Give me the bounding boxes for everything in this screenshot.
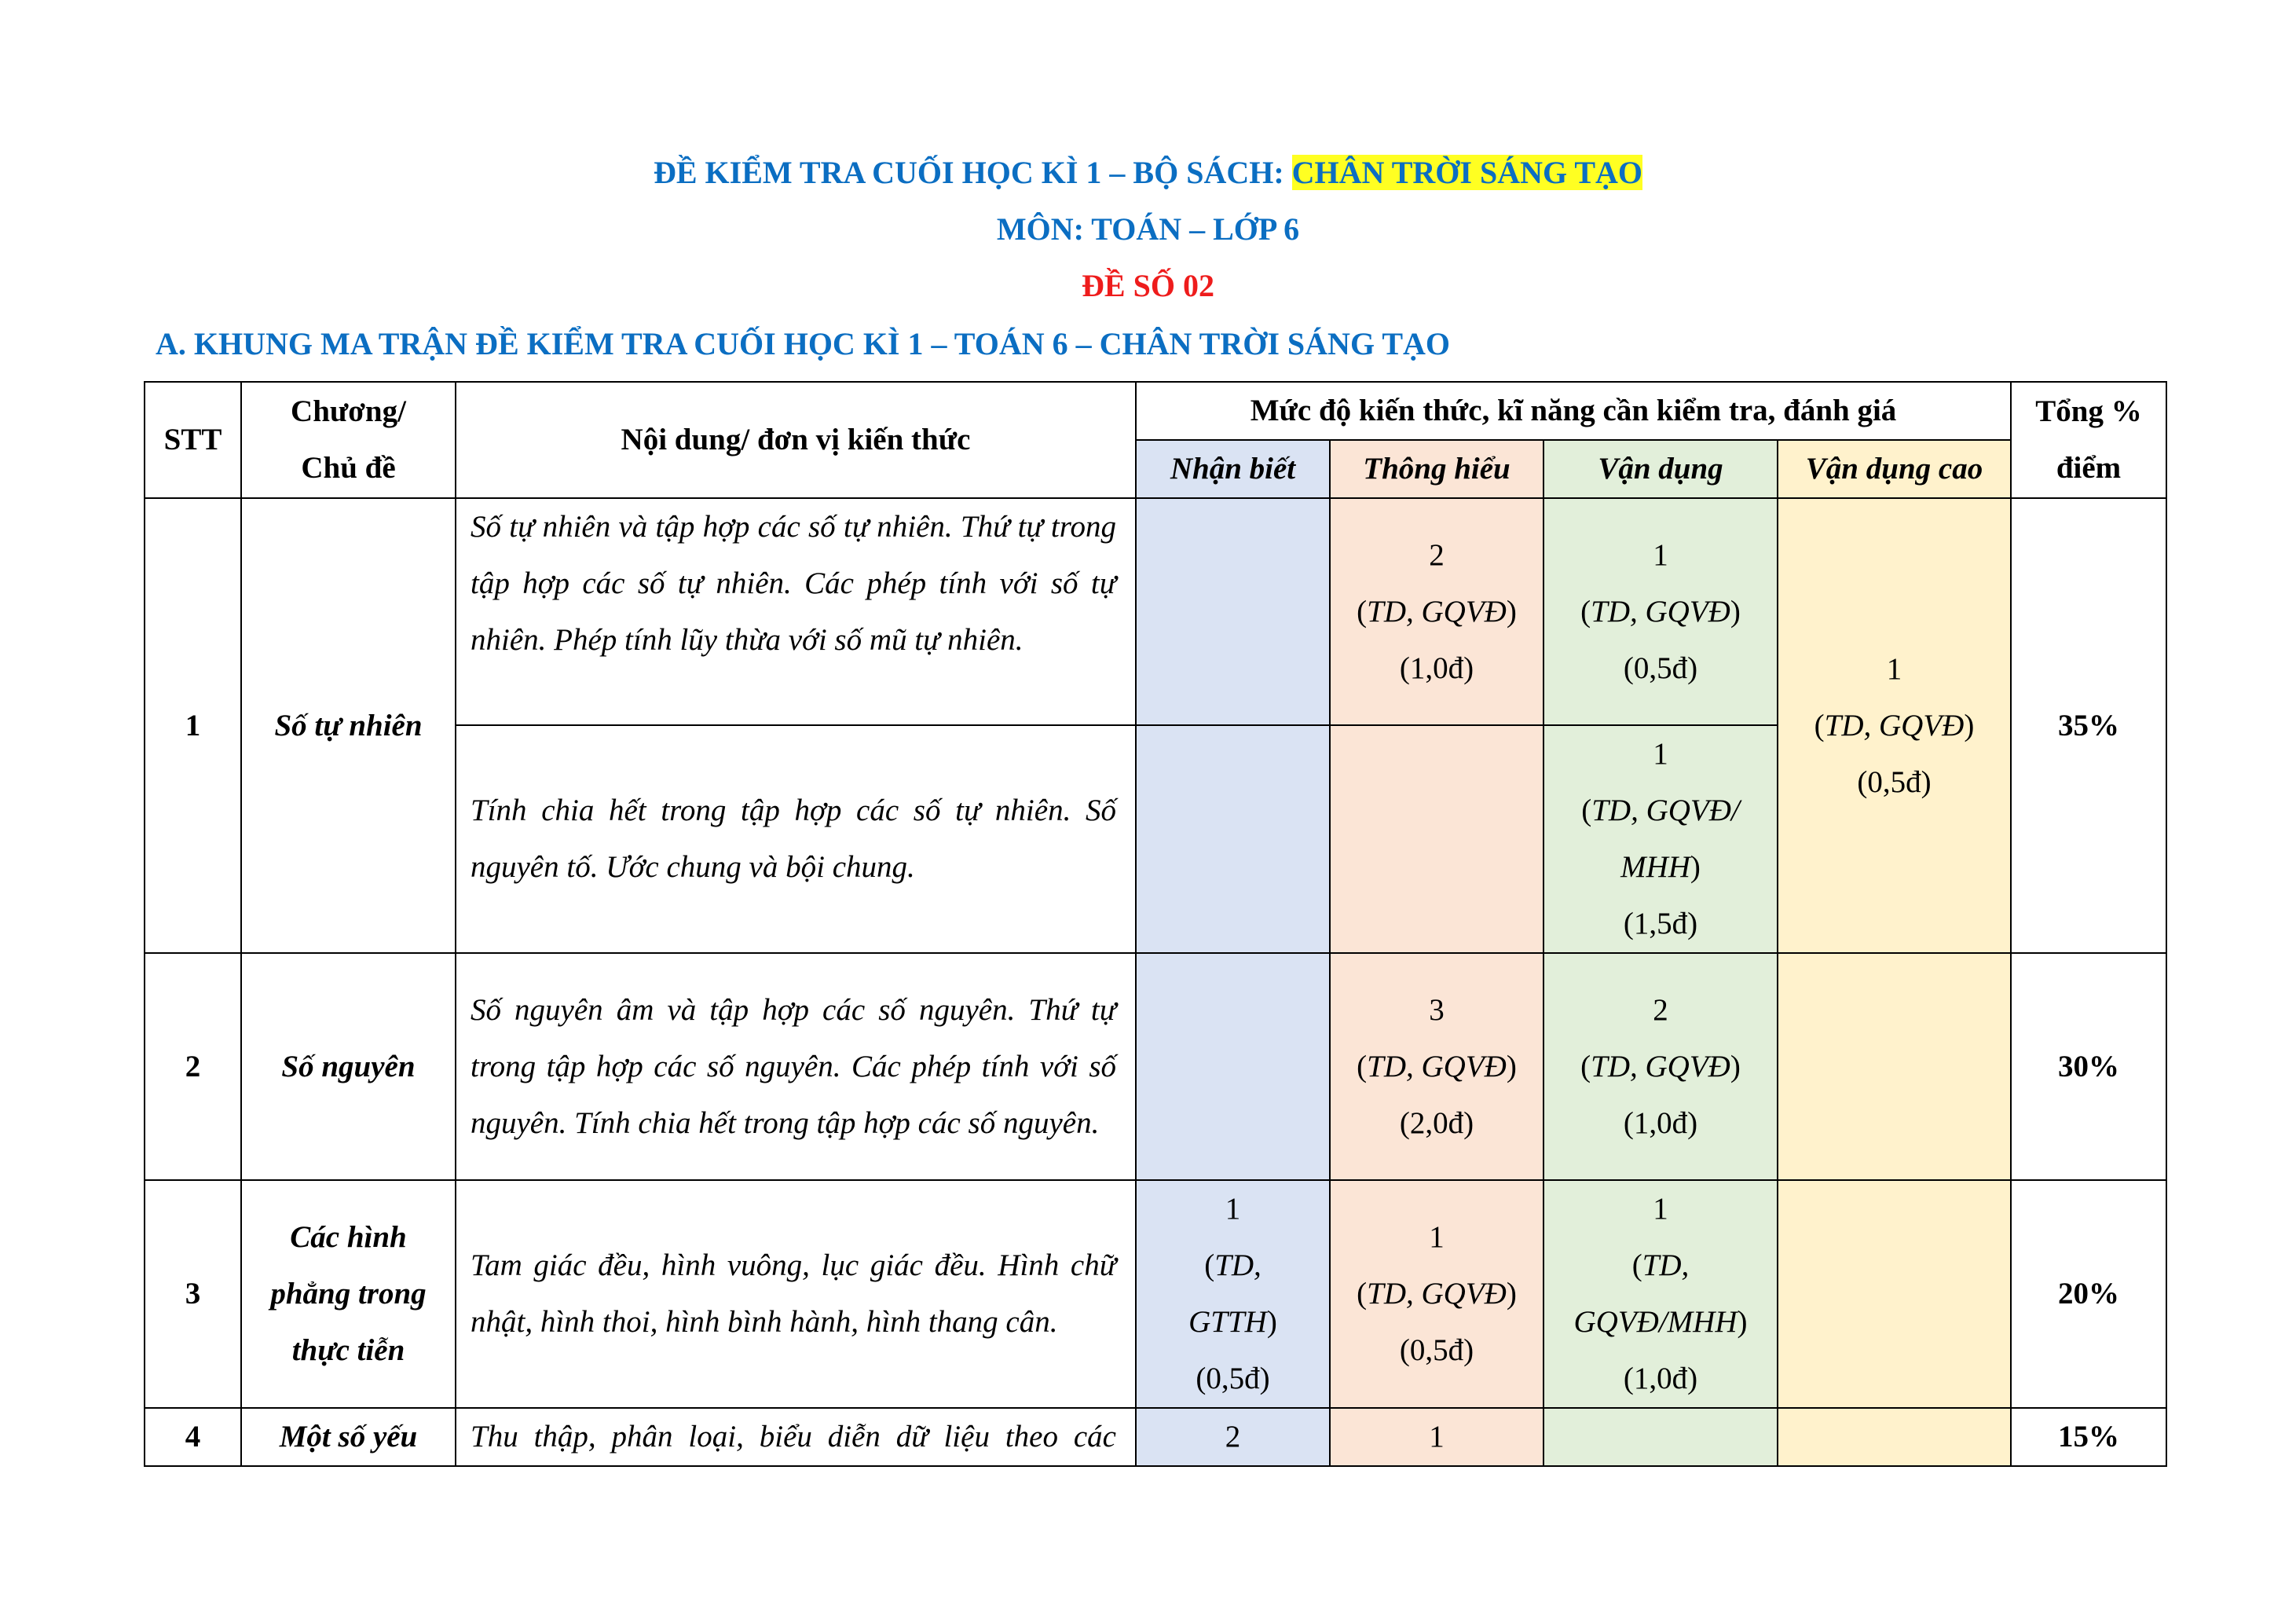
level-cell-line: GQVĐ/MHH) xyxy=(1573,1305,1748,1339)
row-3-van-dung xyxy=(1543,1180,1778,1408)
table-row xyxy=(145,1408,2166,1466)
row-1-van-dung-cao xyxy=(1778,498,2011,953)
row-4-van-dung-cao xyxy=(1778,1408,2011,1466)
header-van-dung-cao: Vận dụng cao xyxy=(1778,440,2011,498)
level-cell-line: (1,0đ) xyxy=(1399,651,1474,685)
row-2-stt: 2 xyxy=(145,953,241,1180)
level-cell-line: (0,5đ) xyxy=(1196,1362,1270,1395)
row-2-thong-hieu xyxy=(1330,953,1543,1180)
level-cell-line: (1,0đ) xyxy=(1623,1362,1698,1395)
header-tong-line2: điểm xyxy=(2056,451,2122,485)
header-row-1 xyxy=(145,382,2166,440)
level-cell-line: (2,0đ) xyxy=(1399,1105,1474,1140)
row-1-unit-2-thong-hieu xyxy=(1330,725,1543,953)
row-4-noi-dung: Thu thập, phân loại, biểu diễn dữ liệu theo các xyxy=(456,1408,1136,1466)
level-cell-line: 2 xyxy=(1653,992,1668,1027)
row-1-unit-1-van-dung xyxy=(1543,498,1778,725)
header-muc-do: Mức độ kiến thức, kĩ năng cần kiểm tra, đánh giá xyxy=(1136,382,2011,440)
level-cell-line: (0,5đ) xyxy=(1857,764,1932,799)
header-tong-diem xyxy=(2011,382,2166,498)
table-row xyxy=(145,953,2166,1180)
header-stt: STT xyxy=(145,382,241,498)
level-cell-line: 1 xyxy=(1886,651,1902,686)
row-4-chu-de: Một số yếu xyxy=(241,1408,456,1466)
row-4-van-dung xyxy=(1543,1408,1778,1466)
level-cell-line: 1 xyxy=(1429,1420,1445,1454)
row-3-noi-dung: Tam giác đều, hình vuông, lục giác đều. Hình chữ nhật, hình thoi, hình bình hành, hình thang cân. xyxy=(456,1180,1136,1408)
row-1-unit-2-nhan-biet xyxy=(1136,725,1330,953)
row-1-stt: 1 xyxy=(145,498,241,953)
level-cell-line: (TD, GQVĐ) xyxy=(1580,594,1741,629)
header-noi-dung: Nội dung/ đơn vị kiến thức xyxy=(456,382,1136,498)
row-2-van-dung-cao xyxy=(1778,953,2011,1180)
header-thong-hieu: Thông hiểu xyxy=(1330,440,1543,498)
row-4-stt: 4 xyxy=(145,1408,241,1466)
level-cell-line: 1 xyxy=(1653,1192,1668,1226)
header-chuong-chu-de xyxy=(241,382,456,498)
row-3-stt: 3 xyxy=(145,1180,241,1408)
row-1-tong: 35% xyxy=(2011,498,2166,953)
row-3-tong: 20% xyxy=(2011,1180,2166,1408)
row-2-noi-dung: Số nguyên âm và tập hợp các số nguyên. Thứ tự trong tập hợp các số nguyên. Các phép tính với số nguyên. Tính chia hết trong tập hợp các số nguyên. xyxy=(456,953,1136,1180)
row-2-nhan-biet xyxy=(1136,953,1330,1180)
level-cell-line: (TD, xyxy=(1204,1248,1262,1282)
row-3-van-dung-cao xyxy=(1778,1180,2011,1408)
level-cell-line: (TD, GQVĐ) xyxy=(1357,1277,1517,1311)
knowledge-matrix-table xyxy=(144,381,2167,1467)
level-cell-line: 1 xyxy=(1653,537,1668,572)
level-cell-line: 1 xyxy=(1429,1220,1445,1254)
table-row xyxy=(145,1180,2166,1408)
header-tong-line1: Tổng % xyxy=(2035,394,2142,428)
level-cell-line: (TD, xyxy=(1631,1248,1690,1282)
row-4-thong-hieu xyxy=(1330,1408,1543,1466)
level-cell-line: (TD, GQVĐ) xyxy=(1357,1049,1517,1083)
row-1-unit-1-noi-dung: Số tự nhiên và tập hợp các số tự nhiên. Thứ tự trong tập hợp các số tự nhiên. Các phép tính với số tự nhiên. Phép tính lũy thừa với số mũ tự nhiên. xyxy=(456,498,1136,725)
row-2-van-dung xyxy=(1543,953,1778,1180)
row-3-chu-de: Các hình phẳng trong thực tiễn xyxy=(241,1180,456,1408)
level-cell-line: (0,5đ) xyxy=(1623,651,1698,685)
section-a-heading: A. KHUNG MA TRẬN ĐỀ KIỂM TRA CUỐI HỌC KÌ 1 – TOÁN 6 – CHÂN TRỜI SÁNG TẠO xyxy=(156,326,1451,361)
level-cell-line: 2 xyxy=(1429,537,1445,572)
level-cell-line: (TD, GQVĐ) xyxy=(1814,708,1975,742)
row-1-chu-de: Số tự nhiên xyxy=(241,498,456,953)
exam-title-prefix: ĐỀ KIỂM TRA CUỐI HỌC KÌ 1 – BỘ SÁCH: xyxy=(653,155,1292,190)
row-4-tong: 15% xyxy=(2011,1408,2166,1466)
subject-title: MÔN: TOÁN – LỚP 6 xyxy=(996,211,1300,247)
row-1-unit-1-thong-hieu xyxy=(1330,498,1543,725)
row-3-nhan-biet xyxy=(1136,1180,1330,1408)
exam-title xyxy=(0,151,2296,195)
row-3-thong-hieu xyxy=(1330,1180,1543,1408)
level-cell-line: (TD, GQVĐ) xyxy=(1357,594,1517,629)
level-cell-line: (0,5đ) xyxy=(1399,1333,1474,1367)
level-cell-line: (1,5đ) xyxy=(1623,907,1698,940)
level-cell-line: 1 xyxy=(1653,737,1668,771)
header-van-dung: Vận dụng xyxy=(1543,440,1778,498)
table-row xyxy=(145,498,2166,725)
header-chuong-line1: Chương/ xyxy=(291,394,406,428)
header-chuong-line2: Chủ đề xyxy=(301,451,396,485)
level-cell-line: 2 xyxy=(1225,1420,1241,1454)
level-cell-line: 1 xyxy=(1225,1192,1241,1226)
level-cell-line: (TD, GQVĐ/ xyxy=(1581,794,1740,827)
book-series-highlight: CHÂN TRỜI SÁNG TẠO xyxy=(1291,155,1643,190)
exam-number: ĐỀ SỐ 02 xyxy=(1082,268,1214,303)
row-2-tong: 30% xyxy=(2011,953,2166,1180)
level-cell-line: MHH) xyxy=(1620,850,1701,884)
row-2-chu-de: Số nguyên xyxy=(241,953,456,1180)
level-cell-line: 3 xyxy=(1429,992,1445,1027)
level-cell-line: GTTH) xyxy=(1188,1305,1277,1339)
row-1-unit-1-nhan-biet xyxy=(1136,498,1330,725)
row-1-unit-2-van-dung xyxy=(1543,725,1778,953)
row-1-unit-2-noi-dung: Tính chia hết trong tập hợp các số tự nhiên. Số nguyên tố. Ước chung và bội chung. xyxy=(456,725,1136,953)
row-4-nhan-biet xyxy=(1136,1408,1330,1466)
level-cell-line: (TD, GQVĐ) xyxy=(1580,1049,1741,1083)
level-cell-line: (1,0đ) xyxy=(1623,1105,1698,1140)
header-nhan-biet: Nhận biết xyxy=(1136,440,1330,498)
